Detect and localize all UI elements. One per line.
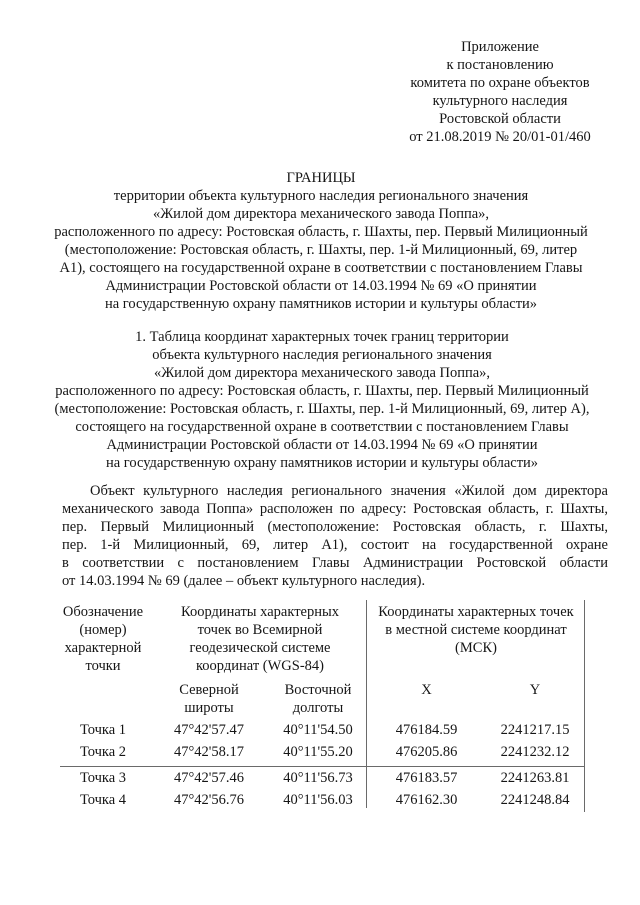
title-subtitle-line: территории объекта культурного наследия регионального значения [113, 188, 529, 204]
attachment-line: комитета по охране объектов [410, 75, 590, 91]
section-heading-line: объекта культурного наследия регионального значения [152, 347, 492, 363]
latitude-value: 47°42'58.17 [173, 744, 245, 760]
table-header-wgs: Координаты характерных точек во Всемирной геодезической системе координат (WGS-84) [181, 604, 339, 674]
title-subtitle-line: на государственную охрану памятников истории и культуры области» [104, 296, 538, 312]
y-value: 2241263.81 [500, 770, 570, 786]
section-heading-line: «Жилой дом директора механического завода Поппа», [153, 365, 491, 381]
title-subtitle-line: (местоположение: Ростовская область, г. Шахты, пер. 1-й Милиционный, 69, литер [64, 242, 578, 258]
attachment-line: Ростовской области [439, 111, 561, 127]
table-row [0, 769, 640, 791]
x-value: 476162.30 [395, 792, 458, 808]
table-header-longitude: Восточной долготы [284, 682, 352, 716]
title-subtitle-line: Администрации Ростовской области от 14.03.1994 № 69 «О принятии [105, 278, 537, 294]
table-header-latitude: Северной широты [179, 682, 239, 716]
paragraph-line: механического завода Поппа» расположен по адресу: Ростовская область, г. Шахты, [62, 501, 608, 517]
latitude-value: 47°42'57.46 [173, 770, 245, 786]
table-row [0, 791, 640, 813]
section-heading-line: (местоположение: Ростовская область, г. Шахты, пер. 1-й Милиционный, 69, литер А), [54, 401, 590, 417]
y-value: 2241248.84 [500, 792, 570, 808]
y-value: 2241217.15 [500, 722, 570, 738]
table-header-msk: Координаты характерных точек в местной системе координат (МСК) [378, 604, 574, 656]
paragraph-line: от 14.03.1994 № 69 (далее – объект культурного наследия). [62, 573, 426, 589]
attachment-header [390, 38, 610, 146]
x-value: 476205.86 [395, 744, 458, 760]
x-value: 476184.59 [395, 722, 458, 738]
table-column-divider [366, 600, 367, 808]
longitude-value: 40°11'56.73 [283, 770, 353, 786]
title-subtitle-line: расположенного по адресу: Ростовская область, г. Шахты, пер. Первый Милиционный [54, 224, 588, 240]
attachment-line: к постановлению [446, 57, 554, 73]
title-subtitle-line: А1), состоящего на государственной охране в соответствии с постановлением Главы [59, 260, 583, 276]
latitude-value: 47°42'57.47 [173, 722, 245, 738]
table-right-border [584, 600, 585, 812]
table-row-divider [60, 766, 585, 767]
point-label: Точка 2 [79, 744, 127, 760]
table-header-y: Y [529, 682, 541, 698]
paragraph-line: в соответствии с постановлением Главы Администрации Ростовской области [62, 555, 608, 571]
latitude-value: 47°42'56.76 [173, 792, 245, 808]
attachment-date-number: от 21.08.2019 № 20/01-01/460 [409, 129, 591, 145]
page-title: ГРАНИЦЫ [286, 170, 356, 186]
point-label: Точка 3 [79, 770, 127, 786]
title-subtitle-line: «Жилой дом директора механического завода Поппа», [152, 206, 490, 222]
attachment-line: культурного наследия [432, 93, 568, 109]
table-header-point: Обозначение (номер) характерной точки [62, 604, 144, 674]
paragraph-line: Объект культурного наследия регионального значения «Жилой дом директора [90, 483, 608, 499]
longitude-value: 40°11'55.20 [283, 744, 353, 760]
body-paragraph [62, 482, 608, 590]
section-heading-line: расположенного по адресу: Ростовская область, г. Шахты, пер. Первый Милиционный [55, 383, 589, 399]
point-label: Точка 4 [79, 792, 127, 808]
longitude-value: 40°11'54.50 [283, 722, 353, 738]
table-row [0, 721, 640, 743]
y-value: 2241232.12 [500, 744, 570, 760]
title-block [21, 169, 621, 313]
section-heading [22, 328, 622, 472]
longitude-value: 40°11'56.03 [283, 792, 353, 808]
attachment-line: Приложение [461, 39, 539, 55]
x-value: 476183.57 [395, 770, 458, 786]
section-heading-line: Администрации Ростовской области от 14.03.1994 № 69 «О принятии [106, 437, 538, 453]
paragraph-line: пер. Первый Милиционный (местоположение: Ростовская область, г. Шахты, [62, 519, 608, 535]
table-header-x: X [421, 682, 432, 698]
point-label: Точка 1 [79, 722, 127, 738]
section-heading-line: состоящего на государственной охране в соответствии с постановлением Главы [75, 419, 569, 435]
table-row [0, 743, 640, 765]
paragraph-line: пер. 1-й Милиционный, 69, литер А1), состоит на государственной охране [62, 537, 608, 553]
section-heading-line: 1. Таблица координат характерных точек границ территории [135, 329, 509, 345]
section-heading-line: на государственную охрану памятников истории и культуры области» [105, 455, 539, 471]
